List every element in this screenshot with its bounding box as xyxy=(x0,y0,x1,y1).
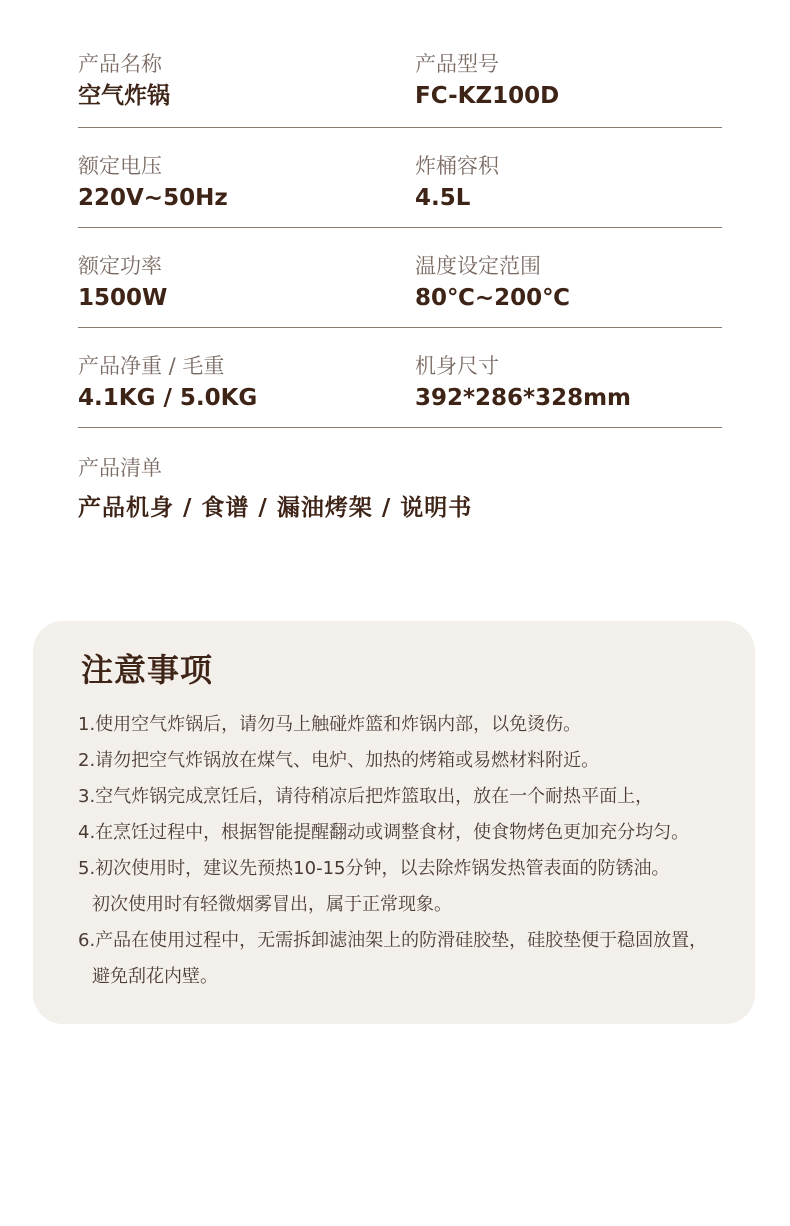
spec-value: 1500W xyxy=(78,285,168,311)
notice-item-continuation: 初次使用时有轻微烟雾冒出，属于正常现象。 xyxy=(92,894,452,915)
spec-value: 空气炸锅 xyxy=(78,83,170,109)
package-label: 产品清单 xyxy=(78,456,162,480)
spec-value: 4.5L xyxy=(415,185,471,211)
spec-value: 80℃~200℃ xyxy=(415,285,570,311)
package-contents xyxy=(78,454,728,524)
spec-label: 额定功率 xyxy=(78,254,162,278)
spec-value: FC-KZ100D xyxy=(415,83,560,109)
spec-temperature-range xyxy=(415,252,722,314)
spec-label: 机身尺寸 xyxy=(415,354,499,378)
spec-label: 产品净重 / 毛重 xyxy=(78,354,225,378)
spec-value: 4.1KG / 5.0KG xyxy=(78,385,258,411)
spec-weight xyxy=(78,352,408,414)
notice-list xyxy=(78,707,750,995)
spec-dimensions xyxy=(415,352,722,414)
spec-label: 温度设定范围 xyxy=(415,254,541,278)
notice-item: 3.空气炸锅完成烹饪后，请待稍凉后把炸篮取出，放在一个耐热平面上， xyxy=(78,786,654,807)
spec-row xyxy=(78,328,722,428)
notice-item: 6.产品在使用过程中，无需拆卸滤油架上的防滑硅胶垫，硅胶垫便于稳固放置， xyxy=(78,930,708,951)
spec-product-model xyxy=(415,50,722,112)
spec-basket-capacity xyxy=(415,152,722,214)
spec-row xyxy=(78,128,722,228)
spec-row xyxy=(78,228,722,328)
spec-table xyxy=(78,0,722,428)
spec-value: 392*286*328mm xyxy=(415,385,632,411)
spec-label: 额定电压 xyxy=(78,154,162,178)
notice-item: 2.请勿把空气炸锅放在煤气、电炉、加热的烤箱或易燃材料附近。 xyxy=(78,750,600,771)
spec-label: 产品型号 xyxy=(415,52,499,76)
spec-rated-power xyxy=(78,252,408,314)
spec-label: 炸桶容积 xyxy=(415,154,499,178)
notice-item-continuation: 避免刮花内壁。 xyxy=(92,966,218,987)
notice-title: 注意事项 xyxy=(81,651,214,689)
notice-item: 4.在烹饪过程中，根据智能提醒翻动或调整食材，使食物烤色更加充分均匀。 xyxy=(78,822,690,843)
notice-card xyxy=(33,621,755,1024)
spec-label: 产品名称 xyxy=(78,52,162,76)
spec-product-name xyxy=(78,50,408,112)
notice-item: 1.使用空气炸锅后，请勿马上触碰炸篮和炸锅内部，以免烫伤。 xyxy=(78,714,582,735)
package-value: 产品机身 / 食谱 / 漏油烤架 / 说明书 xyxy=(78,495,473,521)
spec-rated-voltage xyxy=(78,152,408,214)
spec-row xyxy=(78,0,722,128)
spec-value: 220V~50Hz xyxy=(78,185,228,211)
notice-item: 5.初次使用时，建议先预热10-15分钟，以去除炸锅发热管表面的防锈油。 xyxy=(78,858,670,879)
